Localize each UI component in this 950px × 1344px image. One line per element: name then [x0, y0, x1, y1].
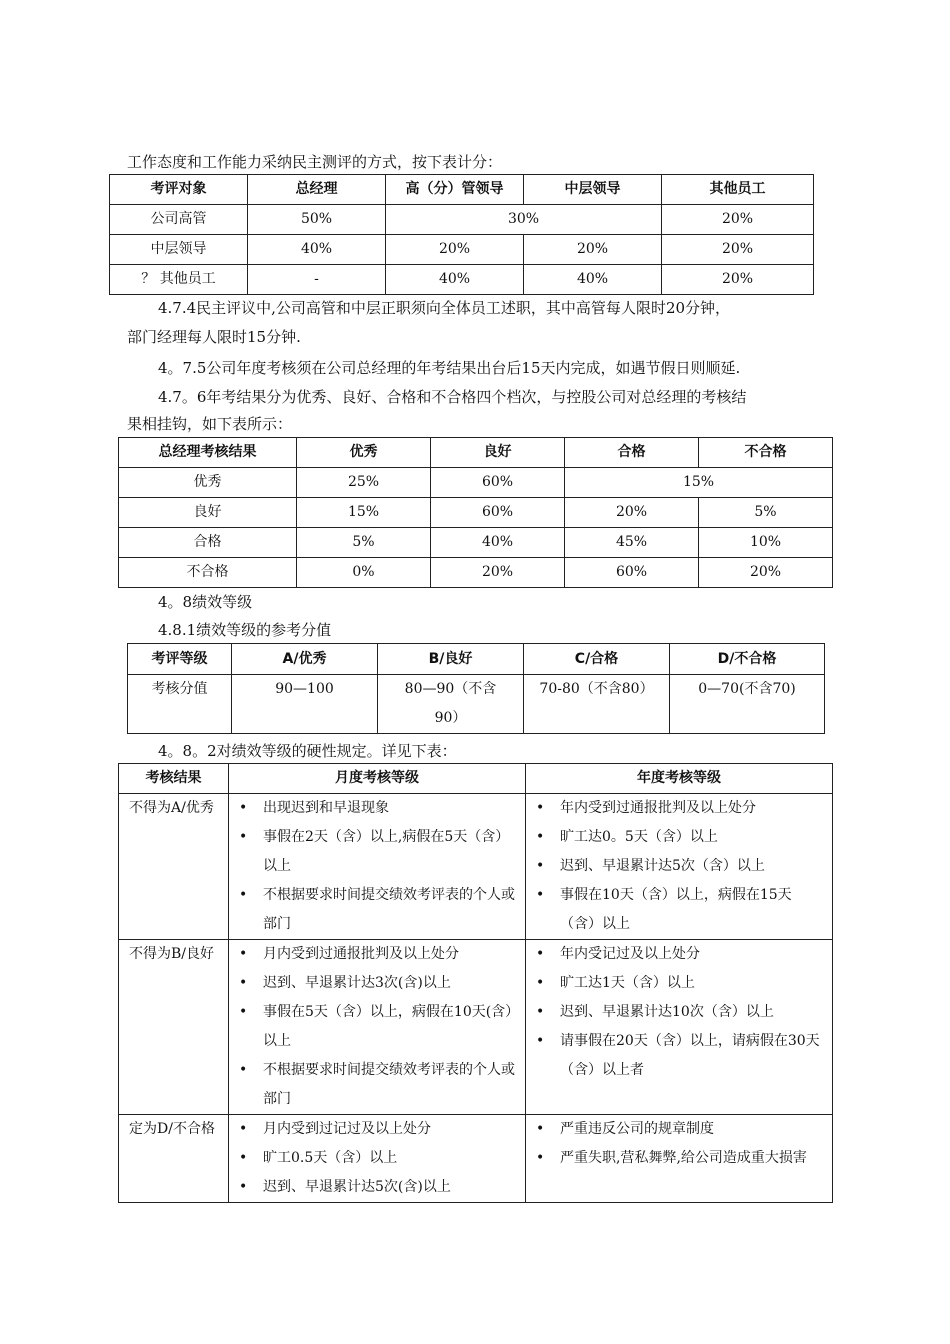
col-header: 总经理考核结果	[119, 438, 297, 468]
row-label: 不得为A/优秀	[119, 794, 229, 940]
table-cell: 20%	[431, 558, 565, 588]
table-cell: 90—100	[232, 675, 378, 734]
col-header: 考核结果	[119, 764, 229, 794]
paragraph-4-7-6-line1: 4.7。6年考结果分为优秀、良好、合格和不合格四个档次，与控股公司对总经理的考核结	[158, 388, 747, 406]
col-header: 月度考核等级	[229, 764, 526, 794]
table-cell: 70-80（不含80）	[524, 675, 670, 734]
table-cell: 40%	[386, 265, 524, 295]
table-cell: 优秀	[119, 468, 297, 498]
col-header: 年度考核等级	[526, 764, 833, 794]
table-cell: 20%	[524, 235, 662, 265]
table-cell: 良好	[119, 498, 297, 528]
section-4-8-2-title: 4。8。2对绩效等级的硬性规定。详见下表：	[158, 742, 457, 760]
table-cell: 15%	[297, 498, 431, 528]
table-cell: ？ 其他员工	[110, 265, 248, 295]
list-item: • 不根据要求时间提交绩效考评表的个人或部门	[229, 1056, 525, 1114]
paragraph-4-7-6-line2: 果相挂钩，如下表所示：	[127, 415, 293, 433]
annual-rules-list	[526, 1115, 832, 1173]
col-header: B/良好	[378, 644, 524, 675]
col-header: 合格	[565, 438, 699, 468]
col-header: 中层领导	[524, 175, 662, 205]
list-item: • 事假在2天（含）以上,病假在5天（含）以上	[229, 823, 525, 881]
list-item: • 请事假在20天（含）以上，请病假在30天（含）以上者	[526, 1027, 832, 1085]
list-item: • 年内受到过通报批判及以上处分	[526, 794, 832, 823]
row-label: 不得为B/良好	[119, 940, 229, 1115]
col-header: A/优秀	[232, 644, 378, 675]
monthly-rules-list	[229, 794, 525, 939]
section-4-8-1-title: 4.8.1绩效等级的参考分值	[158, 621, 332, 639]
list-item: • 迟到、早退累计达10次（含）以上	[526, 998, 832, 1027]
col-header: 考评等级	[128, 644, 232, 675]
score-reference-table	[127, 643, 825, 734]
list-item: • 月内受到过记过及以上处分	[229, 1115, 525, 1144]
table-cell: 0%	[297, 558, 431, 588]
evaluation-weight-table	[109, 174, 814, 295]
table-cell: 20%	[662, 235, 814, 265]
row-label: 定为D/不合格	[119, 1115, 229, 1203]
intro-text: 工作态度和工作能力采纳民主测评的方式，按下表计分：	[127, 153, 503, 171]
list-item: • 出现迟到和早退现象	[229, 794, 525, 823]
table-cell: 中层领导	[110, 235, 248, 265]
list-item: • 月内受到过通报批判及以上处分	[229, 940, 525, 969]
table-cell: 50%	[248, 205, 386, 235]
section-4-8-title: 4。8绩效等级	[158, 593, 253, 611]
table-cell: 60%	[565, 558, 699, 588]
paragraph-4-7-4-line2: 部门经理每人限时15分钟.	[127, 328, 301, 346]
list-item: • 迟到、早退累计达5次（含）以上	[526, 852, 832, 881]
table-cell: 60%	[431, 468, 565, 498]
table-cell: -	[248, 265, 386, 295]
table-cell: 10%	[699, 528, 833, 558]
grade-rules-table	[118, 763, 833, 1203]
col-header: C/合格	[524, 644, 670, 675]
list-item: • 旷工达1天（含）以上	[526, 969, 832, 998]
list-item: • 严重违反公司的规章制度	[526, 1115, 832, 1144]
table-cell: 5%	[699, 498, 833, 528]
table-cell: 40%	[524, 265, 662, 295]
col-header: 考评对象	[110, 175, 248, 205]
table-cell: 40%	[431, 528, 565, 558]
col-header: 优秀	[297, 438, 431, 468]
table-cell: 20%	[565, 498, 699, 528]
col-header: 总经理	[248, 175, 386, 205]
table-cell: 公司高管	[110, 205, 248, 235]
table-cell: 不合格	[119, 558, 297, 588]
table-cell: 5%	[297, 528, 431, 558]
annual-rules-list	[526, 794, 832, 939]
table-cell: 15%	[565, 468, 833, 498]
annual-rules-list	[526, 940, 832, 1085]
list-item: • 年内受记过及以上处分	[526, 940, 832, 969]
table-cell: 30%	[386, 205, 662, 235]
table-cell: 45%	[565, 528, 699, 558]
table-cell: 合格	[119, 528, 297, 558]
monthly-rules-list	[229, 940, 525, 1114]
table-cell: 25%	[297, 468, 431, 498]
table-cell: 80—90（不含90）	[378, 675, 524, 734]
monthly-rules-list	[229, 1115, 525, 1202]
table-cell: 20%	[699, 558, 833, 588]
list-item: • 旷工达0。5天（含）以上	[526, 823, 832, 852]
list-item: • 不根据要求时间提交绩效考评表的个人或部门	[229, 881, 525, 939]
col-header: 良好	[431, 438, 565, 468]
table-cell: 0—70(不含70)	[670, 675, 825, 734]
list-item: • 严重失职,营私舞弊,给公司造成重大损害	[526, 1144, 832, 1173]
table-cell: 20%	[662, 205, 814, 235]
list-item: • 事假在5天（含）以上，病假在10天(含）以上	[229, 998, 525, 1056]
paragraph-4-7-4-line1: 4.7.4民主评议中,公司高管和中层正职须向全体员工述职，其中高管每人限时20分钟，	[158, 299, 731, 317]
table-cell: 40%	[248, 235, 386, 265]
gm-result-table	[118, 437, 833, 588]
list-item: • 迟到、早退累计达3次(含)以上	[229, 969, 525, 998]
list-item: • 事假在10天（含）以上，病假在15天（含）以上	[526, 881, 832, 939]
table-cell: 20%	[662, 265, 814, 295]
col-header: 高（分）管领导	[386, 175, 524, 205]
col-header: 其他员工	[662, 175, 814, 205]
table-cell: 60%	[431, 498, 565, 528]
col-header: 不合格	[699, 438, 833, 468]
paragraph-4-7-5: 4。7.5公司年度考核须在公司总经理的年考结果出台后15天内完成，如遇节假日则顺延.	[158, 359, 741, 377]
col-header: D/不合格	[670, 644, 825, 675]
list-item: • 旷工0.5天（含）以上	[229, 1144, 525, 1173]
table-cell: 20%	[386, 235, 524, 265]
table-cell: 考核分值	[128, 675, 232, 734]
list-item: • 迟到、早退累计达5次(含)以上	[229, 1173, 525, 1202]
